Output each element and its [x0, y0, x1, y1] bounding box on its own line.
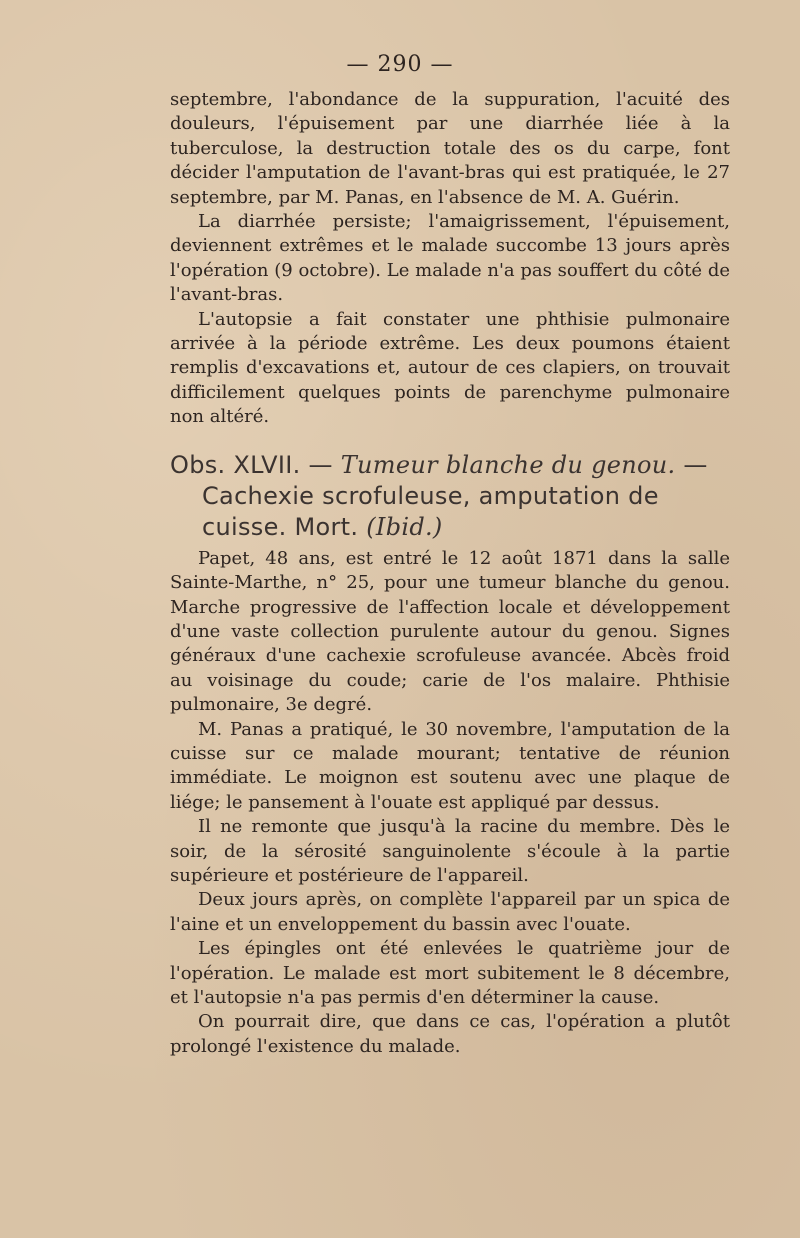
paragraph: On pourrait dire, que dans ce cas, l'opération a plutôt prolongé l'existence du malade.: [170, 1011, 730, 1057]
observation-reference: (Ibid.): [366, 512, 443, 541]
paragraph: M. Panas a pratiqué, le 30 novembre, l'amputation de la cuisse sur ce malade mourant; tentative de réunion immédiate. Le moignon est soutenu avec une plaque de liége; le pansement à l'ouate est appliqué par dessus.: [170, 718, 730, 813]
paragraph: La diarrhée persiste; l'amaigrissement, l'épuisement, deviennent extrêmes et le malade succombe 13 jours après l'opération (9 octobre). Le malade n'a pas souffert du côté de l'avant-bras.: [170, 211, 730, 306]
paragraph: Les épingles ont été enlevées le quatrième jour de l'opération. Le malade est mort subitement le 8 décembre, et l'autopsie n'a pas permis d'en déterminer la cause.: [170, 938, 730, 1008]
paragraph: Il ne remonte que jusqu'à la racine du membre. Dès le soir, de la sérosité sanguinolente s'écoule à la partie supérieure et postérieure de l'appareil.: [170, 816, 730, 886]
observation-label: Obs. XLVII. —: [170, 450, 333, 479]
observation-title-italic: Tumeur blanche du genou.: [340, 450, 676, 479]
observation-heading: [170, 450, 730, 543]
observation-title: — Cachexie scrofuleuse, amputation de cuisse. Mort.: [202, 450, 708, 541]
paragraph: Papet, 48 ans, est entré le 12 août 1871 dans la salle Sainte-Marthe, n° 25, pour une tumeur blanche du genou. Marche progressive de l'affection locale et développement d'une vaste collection purulente autour du genou. Signes généraux d'une cachexie scrofuleuse avancée. Abcès froid au voisinage du coude; carie de l'os malaire. Phthisie pulmonaire, 3e degré.: [170, 547, 730, 716]
page-number: — 290 —: [346, 52, 454, 77]
paragraph: Deux jours après, on complète l'appareil par un spica de l'aine et un enveloppement du bassin avec l'ouate.: [170, 889, 730, 935]
text-body: [170, 88, 730, 1059]
paragraph: L'autopsie a fait constater une phthisie pulmonaire arrivée à la période extrême. Les deux poumons étaient remplis d'excavations et, autour de ces clapiers, on trouvait difficilement quelques points de parenchyme pulmonaire non altéré.: [170, 308, 730, 428]
paragraph: septembre, l'abondance de la suppuration, l'acuité des douleurs, l'épuisement par une diarrhée liée à la tuberculose, la destruction totale des os du carpe, font décider l'amputation de l'avant-bras qui est pratiquée, le 27 septembre, par M. Panas, en l'absence de M. A. Guérin.: [170, 89, 730, 208]
